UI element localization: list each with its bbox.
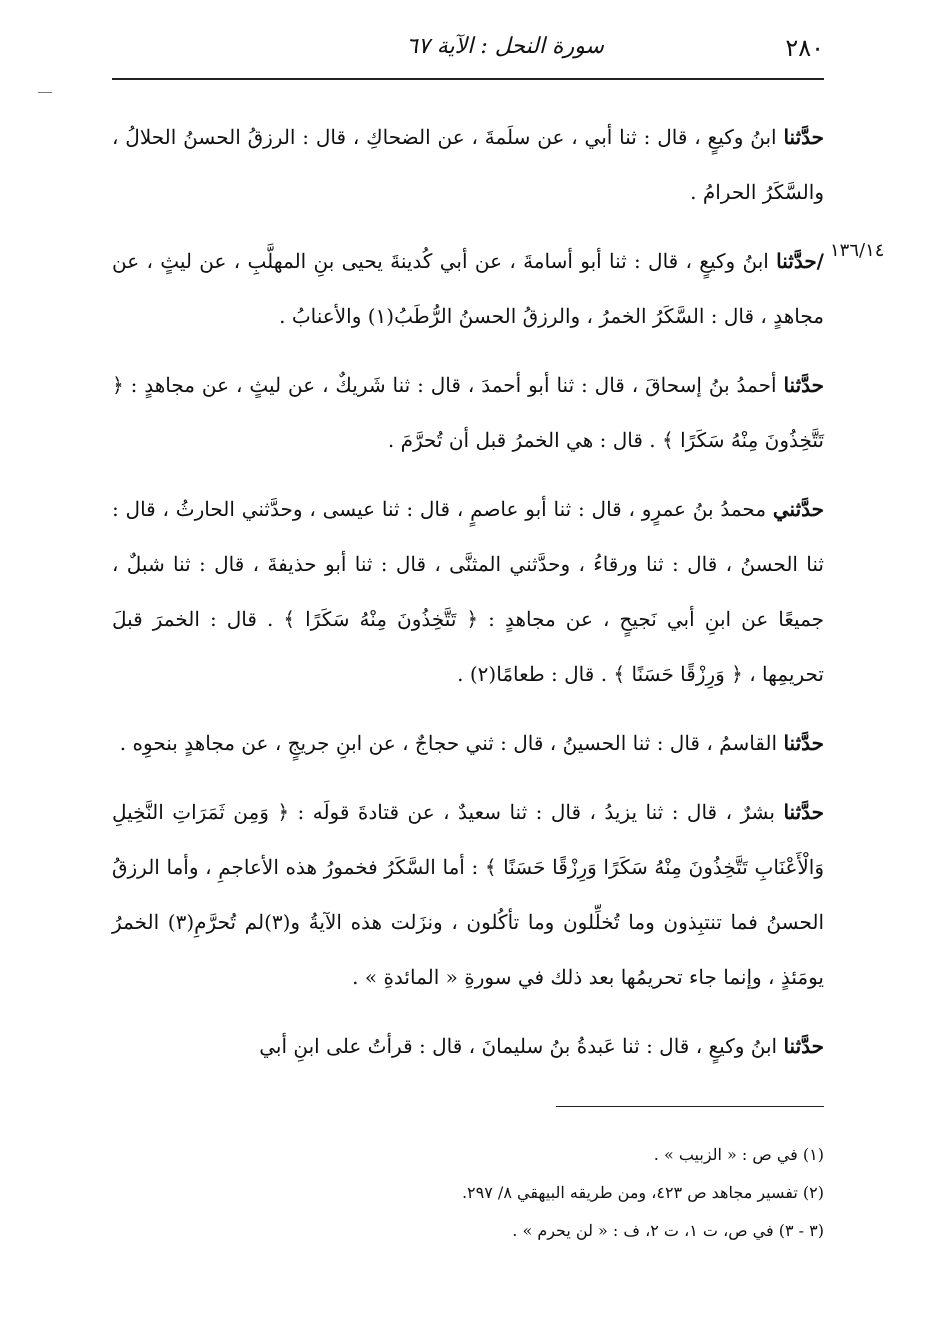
paragraph-2	[112, 234, 824, 344]
paragraph-text: بشرٌ ، قال : ثنا يزيدُ ، قال : ثنا سعيدٌ ، عن قتادةَ قولَه : ﴿ وَمِن ثَمَرَاتِ النَّخِيلِ وَالْأَعْنَابِ تَتَّخِذُونَ مِنْهُ سَكَرًا وَرِزْقًا حَسَنًا ﴾ : أما السَّكَرُ فخمورُ هذه الأعاجمِ ، وأما الرزقُ الحسنُ فما تنتبِذون وما تُخلِّلون وما تأكُلون ، ونزَلت هذه الآيةُ و(٣)لم تُحرَّمِ(٣) الخمرُ يومَئذٍ ، وإنما جاء تحريمُها بعد ذلك في سورةِ « المائدةِ » .	[112, 800, 824, 989]
paragraph-text: ابنُ وكيعٍ ، قال : ثنا أبو أسامةَ ، عن أبي كُدينةَ يحيى بنِ المهلَّبِ ، عن ليثٍ ، عن مجاهدٍ ، قال : السَّكَرُ الخمرُ ، والرزقُ الحسنُ الرُّطَبُ(١) والأعنابُ .	[112, 249, 824, 328]
running-title: سورة النحل : الآية ٦٧	[406, 34, 604, 59]
paragraph-lead: /حدَّثنا	[776, 249, 824, 273]
paragraph-4	[112, 482, 824, 702]
footnote-2: (٢) تفسير مجاهد ص ٤٢٣، ومن طريقه البيهقي ٨/ ٢٩٧.	[461, 1183, 824, 1202]
paragraph-lead: حدَّثنا	[783, 125, 824, 149]
page-header	[112, 30, 824, 70]
paragraph-7	[112, 1019, 824, 1074]
paragraph-text: القاسمُ ، قال : ثنا الحسينُ ، قال : ثني حجاجٌ ، عن ابنِ جريجٍ ، عن مجاهدٍ بنحوِه .	[119, 731, 784, 755]
paragraph-5	[112, 716, 824, 771]
footnote-1: (١) في ص : « الزبيب » .	[653, 1145, 824, 1164]
paragraph-lead: حدَّثنا	[783, 731, 824, 755]
page-number: ٢٨٠	[785, 34, 824, 62]
paragraph-6	[112, 785, 824, 1005]
paragraph-lead: حدَّثنا	[783, 800, 824, 824]
main-text	[112, 110, 824, 1088]
footnote-3: (٣ - ٣) في ص، ت ١، ت ٢، ف : « لن يحرم » .	[512, 1221, 824, 1240]
margin-mark	[38, 92, 52, 93]
paragraph-3	[112, 358, 824, 468]
footnote-rule	[556, 1106, 824, 1107]
paragraph-1	[112, 110, 824, 220]
paragraph-text: أحمدُ بنُ إسحاقَ ، قال : ثنا أبو أحمدَ ، قال : ثنا شَريكٌ ، عن ليثٍ ، عن مجاهدٍ : ﴿ تَتَّخِذُونَ مِنْهُ سَكَرًا ﴾ . قال : هي الخمرُ قبل أن تُحرَّمَ .	[112, 373, 824, 452]
paragraph-text: ابنُ وكيعٍ ، قال : ثنا أبي ، عن سلَمةَ ، عن الضحاكِ ، قال : الرزقُ الحسنُ الحلالُ ، والسَّكَرُ الحرامُ .	[112, 125, 824, 204]
header-rule	[112, 78, 824, 80]
paragraph-lead: حدَّثنا	[783, 1034, 824, 1058]
margin-reference: ١٣٦/١٤	[830, 240, 885, 261]
footnotes	[112, 1136, 824, 1250]
paragraph-text: محمدُ بنُ عمرٍو ، قال : ثنا أبو عاصمٍ ، قال : ثنا عيسى ، وحدَّثني الحارثُ ، قال : ثنا الحسنُ ، قال : ثنا ورقاءُ ، وحدَّثني المثنَّى ، قال : ثنا أبو حذيفةَ ، قال : ثنا شبلٌ ، جميعًا عن ابنِ أبي نَجيحٍ ، عن مجاهدٍ : ﴿ تَتَّخِذُونَ مِنْهُ سَكَرًا ﴾ . قال : الخمرَ قبلَ تحريمِها ، ﴿ وَرِزْقًا حَسَنًا ﴾ . قال : طعامًا(٢) .	[112, 497, 824, 686]
paragraph-text: ابنُ وكيعٍ ، قال : ثنا عَبدةُ بنُ سليمانَ ، قال : قرأتُ على ابنِ أبي	[259, 1034, 784, 1058]
paragraph-lead: حدَّثني	[772, 497, 824, 521]
paragraph-lead: حدَّثنا	[783, 373, 824, 397]
